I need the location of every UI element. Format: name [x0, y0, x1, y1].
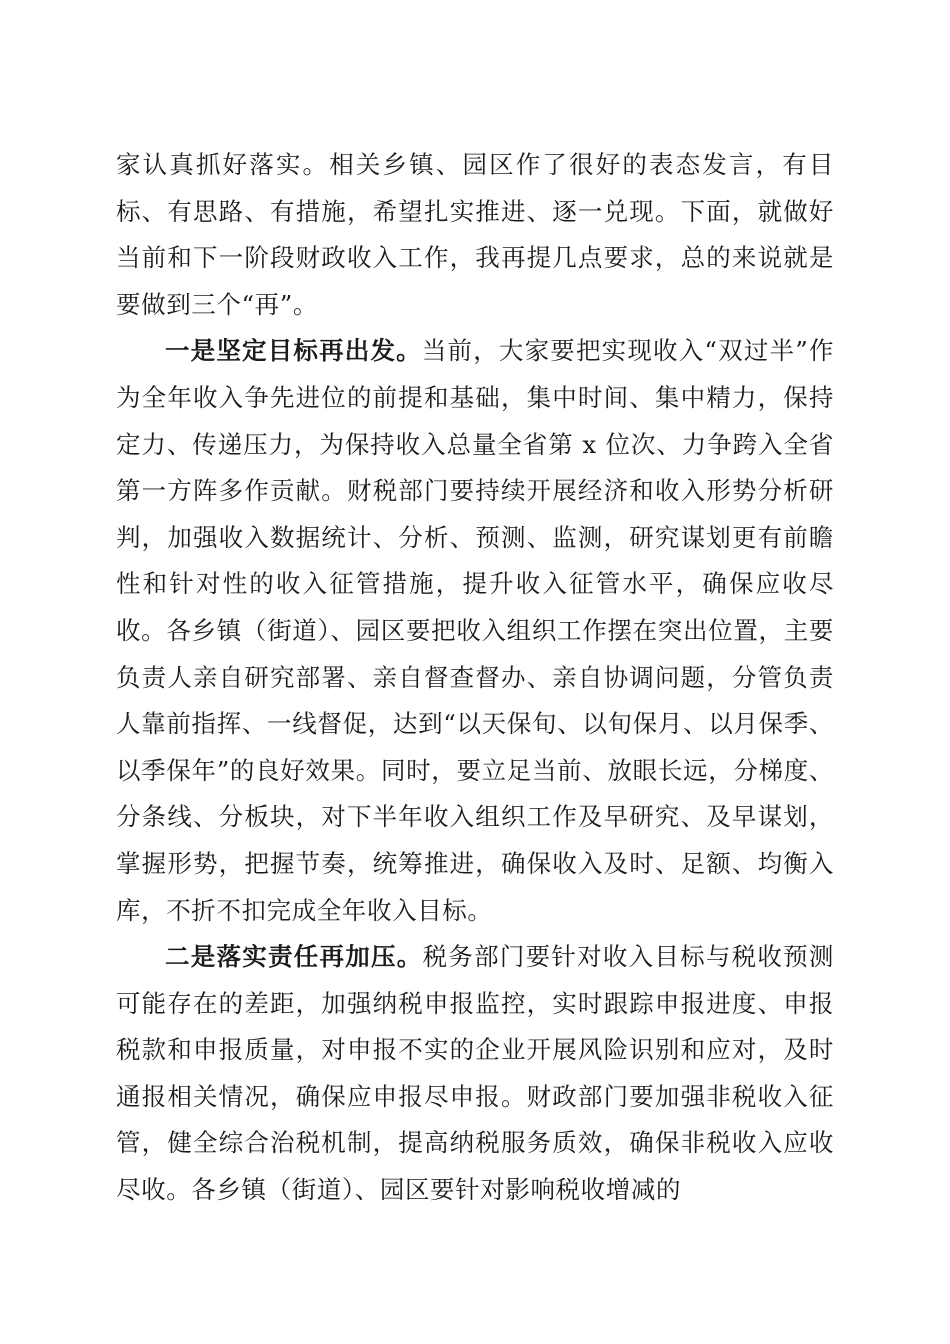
paragraph-point-two	[116, 934, 834, 1214]
paragraph-text: 当前，大家要把实现收入“双过半”作为全年收入争先进位的前提和基础，集中时间、集中精力，保持定力、传递压力，为保持收入总量全省第 x 位次、力争跨入全省第一方阵多作贡献。财税部门要持续开展经济和收入形势分析研判，加强收入数据统计、分析、预测、监测，研究谋划更有前瞻性和针对性的收入征管措施，提升收入征管水平，确保应收尽收。各乡镇（街道）、园区要把收入组织工作摆在突出位置，主要负责人亲自研究部署、亲自督查督办、亲自协调问题，分管负责人靠前指挥、一线督促，达到“以天保旬、以旬保月、以月保季、以季保年”的良好效果。同时，要立足当前、放眼长远，分梯度、分条线、分板块，对下半年收入组织工作及早研究、及早谋划，掌握形势，把握节奏，统筹推进，确保收入及时、足额、均衡入库，不折不扣完成全年收入目标。	[116, 336, 835, 925]
paragraph-lead-heading: 二是落实责任再加压。	[165, 942, 423, 972]
document-body	[116, 142, 834, 1214]
paragraph-text: 家认真抓好落实。相关乡镇、园区作了很好的表态发言，有目标、有思路、有措施，希望扎实推进、逐一兑现。下面，就做好当前和下一阶段财政收入工作，我再提几点要求，总的来说就是要做到三个“再”。	[116, 150, 834, 319]
paragraph-lead-heading: 一是坚定目标再出发。	[165, 336, 422, 366]
paragraph-text: 税务部门要针对收入目标与税收预测可能存在的差距，加强纳税申报监控，实时跟踪申报进度、申报税款和申报质量，对申报不实的企业开展风险识别和应对，及时通报相关情况，确保应申报尽申报。财政部门要加强非税收入征管，健全综合治税机制，提高纳税服务质效，确保非税收入应收尽收。各乡镇（街道）、园区要针对影响税收增减的	[116, 942, 834, 1205]
paragraph-point-one	[116, 328, 834, 934]
paragraph-continuation	[116, 142, 834, 328]
